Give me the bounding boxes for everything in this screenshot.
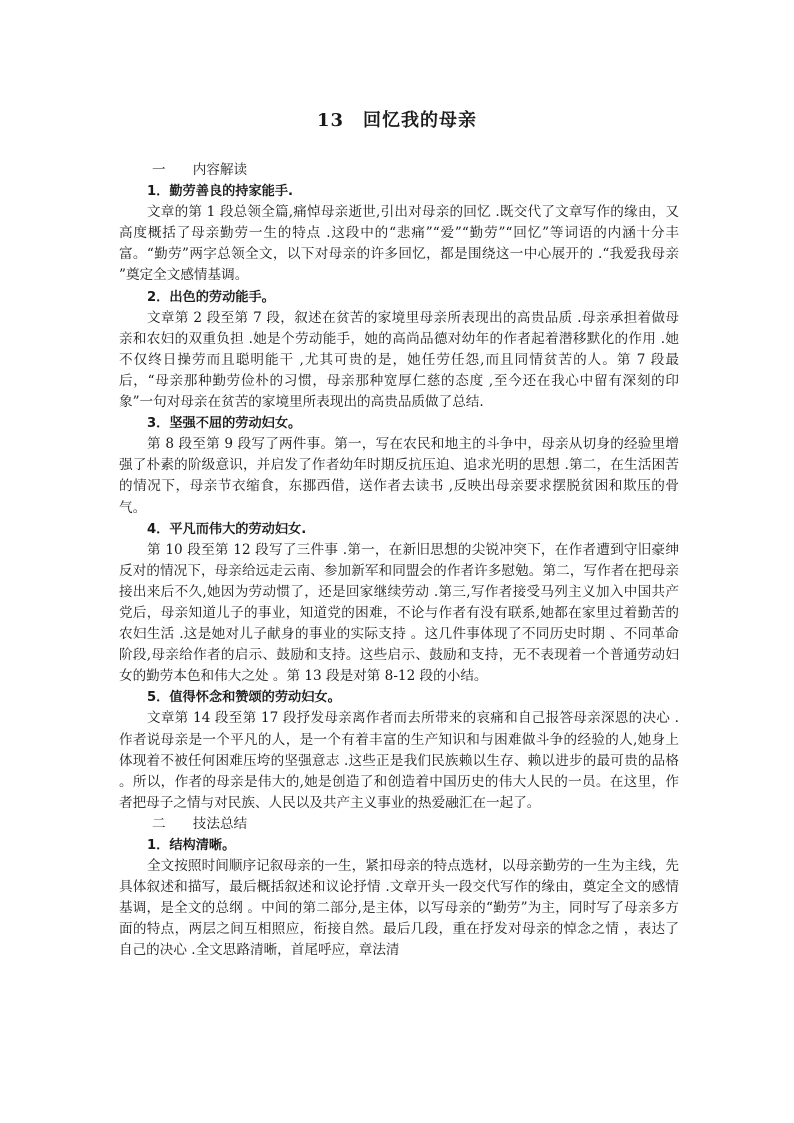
subheading-worthy-of-praise: 5．值得怀念和赞颂的劳动妇女。	[147, 690, 341, 706]
paragraph: 全文按照时间顺序记叙母亲的一生，紧扣母亲的特点选材，以母亲勤劳的一生为主线，先具体叙述和描写，最后概括叙述和议论抒情 .文章开头一段交代写作的缘由，奠定全文的感情基调，是全文的总纲 。中间的第二部分,是主体，以写母亲的“勤劳”为主，同时写了母亲多方面的特点，两层之间互相照应，衔接自然。最后几段，重在抒发对母亲的悼念之情 ，表达了自己的决心 .全文思路清晰，首尾呼应，章法清	[119, 858, 679, 959]
document-body	[119, 160, 679, 962]
subheading-clear-structure: 1．结构清晰。	[147, 838, 236, 853]
subheading-hardworking-housekeeper: 1．勤劳善良的持家能手.	[147, 184, 294, 200]
paragraph: 第 10 段至第 12 段写了三件事 .第一，在新旧思想的尖锐冲突下，在作者遭到守旧豪绅反对的情况下，母亲给远走云南、参加新军和同盟会的作者许多慰勉。第二，写作者在把母亲接出来后不久,她因为劳动惯了，还是回家继续劳动 .第三,写作者接受马列主义加入中国共产党后，母亲知道儿子的事业，知道党的困难，不论与作者有没有联系,她都在家里过着勤苦的农妇生活 .这是她对儿子献身的事业的实际支持 。这几件事体现了不同历史时期 、不同革命阶段,母亲给作者的启示、鼓励和支持。这些启示、鼓励和支持，无不表现着一个普通劳动妇女的勤劳本色和伟大之处 。第 13 段是对第 8-12 段的小结。	[119, 541, 679, 685]
subheading-ordinary-yet-great: 4．平凡而伟大的劳动妇女.	[147, 521, 307, 537]
paragraph: 文章的第 1 段总领全篇,痛悼母亲逝世,引出对母亲的回忆 .既交代了文章写作的缘由，又高度概括了母亲勤劳一生的特点 .这段中的“悲痛”“爱”“勤劳”“回忆”等词语的内涵十分丰富。“勤劳”两字总领全文，以下对母亲的许多回忆，都是围绕这一中心展开的 .“我爱我母亲 ”奠定全文感情基调。	[119, 204, 679, 284]
paragraph: 文章第 2 段至第 7 段，叙述在贫苦的家境里母亲所表现出的高贵品质 .母亲承担着做母亲和农妇的双重负担 .她是个劳动能手，她的高尚品德对幼年的作者起着潜移默化的作用 .她不仅终日操劳而且聪明能干 ,尤其可贵的是，她任劳任怨,而且同情贫苦的人。第 7 段最后，“母亲那种勤劳俭朴的习惯，母亲那种宽厚仁慈的态度 ,至今还在我心中留有深刻的印象”一句对母亲在贫苦的家境里所表现出的高贵品质做了总结.	[119, 309, 679, 411]
page-title: 13 回忆我的母亲	[316, 110, 478, 131]
subheading-unyielding-woman: 3．坚强不屈的劳动妇女。	[147, 416, 302, 432]
section-heading-content-analysis: 一 内容解读	[152, 162, 248, 178]
section-heading-technique-summary: 二 技法总结	[152, 815, 248, 832]
paragraph: 文章第 14 段至第 17 段抒发母亲离作者而去所带来的哀痛和自己报答母亲深恩的决心 .作者说母亲是一个平凡的人，是一个有着丰富的生产知识和与困难做斗争的经验的人,她身上体现着不被任何困难压垮的坚强意志 .这些正是我们民族赖以生存、赖以进步的最可贵的品格 。所以，作者的母亲是伟大的,她是创造了和创造着中国历史的伟大人民的一员。在这里，作者把母子之情与对民族、人民以及共产主义事业的热爱融汇在一起了。	[119, 710, 679, 811]
paragraph: 第 8 段至第 9 段写了两件事。第一，写在农民和地主的斗争中，母亲从切身的经验里增强了朴素的阶级意识，并启发了作者幼年时期反抗压迫、追求光明的思想 .第二，在生活困苦的情况下，母亲节衣缩食，东挪西借，送作者去读书 ,反映出母亲要求摆脱贫困和欺压的骨气。	[119, 436, 679, 516]
subheading-excellent-laborer: 2．出色的劳动能手。	[147, 289, 275, 305]
